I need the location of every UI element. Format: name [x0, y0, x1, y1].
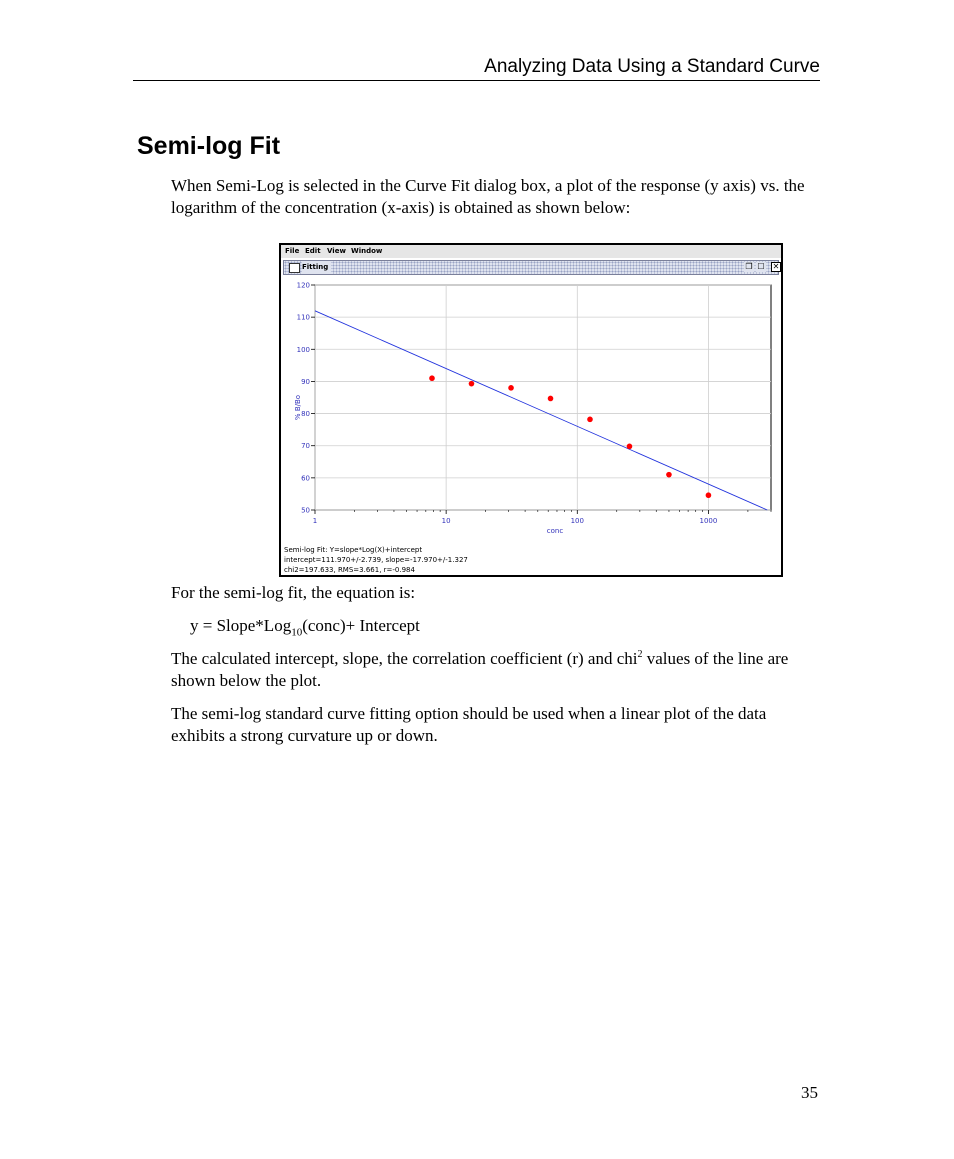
y-tick-label: 110	[296, 313, 310, 322]
y-tick-label: 50	[301, 506, 310, 515]
menu-window[interactable]: Window	[351, 247, 383, 255]
equation-prefix: y = Slope*Log	[190, 616, 292, 635]
data-point	[627, 444, 633, 450]
menu-edit[interactable]: Edit	[305, 247, 321, 255]
equation	[190, 615, 830, 643]
semi-log-plot	[281, 277, 781, 545]
x-tick-label: 1000	[699, 517, 718, 525]
x-tick-label: 10	[441, 517, 451, 525]
window-title: Fitting	[302, 261, 331, 274]
close-icon[interactable]: ✕	[772, 262, 780, 271]
x-axis-title: conc	[546, 527, 564, 535]
data-point	[508, 385, 514, 391]
internal-frame-titlebar[interactable]	[283, 260, 779, 275]
fit-statistics	[284, 545, 468, 575]
y-tick-label: 80	[301, 410, 310, 419]
y-tick-label: 120	[296, 281, 310, 290]
maximize-icon[interactable]: ☐	[757, 262, 765, 271]
calc-text-before: The calculated intercept, slope, the correlation coefficient (r) and chi	[171, 649, 638, 668]
fit-params: intercept=111.970+/-2.739, slope=-17.970+/-1.327	[284, 556, 468, 564]
fit-chi: chi2=197.633, RMS=3.661, r=-0.984	[284, 566, 415, 574]
x-tick-label: 100	[570, 517, 584, 525]
running-header: Analyzing Data Using a Standard Curve	[133, 56, 820, 81]
data-point	[548, 396, 554, 402]
data-point	[706, 492, 712, 498]
data-point	[666, 472, 672, 478]
restore-icon[interactable]: ❐	[745, 262, 753, 271]
x-tick-label: 1	[312, 517, 318, 525]
calc-superscript: 2	[637, 649, 643, 660]
data-point	[587, 417, 593, 423]
y-axis-title: % B/Bo	[294, 394, 302, 421]
data-point	[469, 381, 475, 387]
calculated-values-paragraph	[171, 648, 811, 692]
fitting-app-window	[279, 243, 783, 577]
page-number: 35	[801, 1083, 818, 1102]
y-tick-label: 60	[301, 474, 310, 483]
intro-paragraph: When Semi-Log is selected in the Curve Fit dialog box, a plot of the response (y axis) vs. the logarithm of the concentration (x-axis) is obtained as shown below:	[171, 176, 805, 217]
plot-area	[315, 285, 771, 510]
equation-suffix: (conc)+ Intercept	[302, 616, 420, 635]
y-tick-label: 70	[301, 442, 310, 451]
menu-bar	[281, 245, 781, 258]
menu-file[interactable]: File	[285, 247, 300, 255]
y-tick-label: 100	[296, 345, 310, 354]
calc-text-after: values of the line are shown below the plot.	[171, 649, 789, 690]
equation-subscript: 10	[291, 626, 303, 639]
data-point	[429, 375, 435, 381]
fit-equation: Semi-log Fit: Y=slope*Log(X)+intercept	[284, 546, 423, 554]
menu-view[interactable]: View	[327, 247, 346, 255]
equation-intro: For the semi-log fit, the equation is:	[171, 583, 416, 602]
y-tick-label: 90	[301, 377, 310, 386]
frame-icon	[289, 263, 300, 273]
section-title: Semi-log Fit	[137, 132, 281, 160]
usage-paragraph: The semi-log standard curve fitting option should be used when a linear plot of the data exhibits a strong curvature up or down.	[171, 704, 767, 745]
